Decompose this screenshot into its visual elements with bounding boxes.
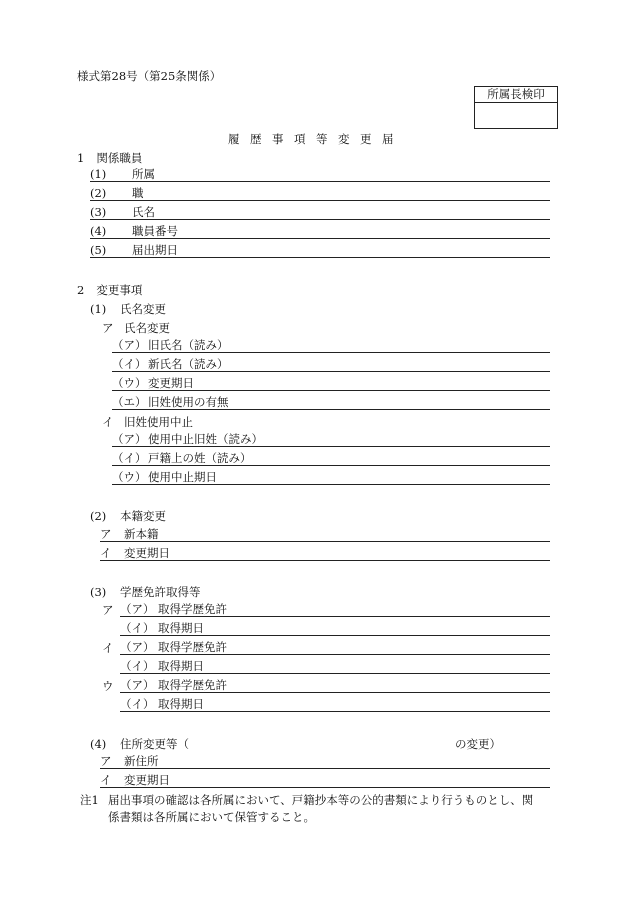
field-line xyxy=(112,470,550,485)
field-num: （イ） xyxy=(112,451,147,465)
field-line xyxy=(120,659,550,674)
field-line xyxy=(100,773,550,788)
subsection-label: 本籍変更 xyxy=(120,509,166,523)
subsection-label: 住所変更等（ xyxy=(120,737,189,751)
field-num: （イ） xyxy=(112,357,147,371)
subsection-label: 氏名変更 xyxy=(120,302,166,316)
field-label: 新氏名（読み） xyxy=(148,357,229,371)
section1-heading-label: 関係職員 xyxy=(96,151,143,165)
field-label: 新本籍 xyxy=(124,527,159,541)
group-num: イ xyxy=(102,641,114,655)
field-num: (2) xyxy=(90,186,107,200)
note-line2: 係書類は各所属において保管すること。 xyxy=(108,810,315,824)
subsection-label: 学歴免許取得等 xyxy=(120,585,201,599)
field-line xyxy=(112,338,550,353)
item-num: ア xyxy=(102,321,114,335)
field-num: （イ） xyxy=(120,659,155,673)
field-line xyxy=(100,527,550,542)
field-num: （ア） xyxy=(120,640,155,654)
field-line xyxy=(112,395,550,410)
group-num: ウ xyxy=(102,679,114,693)
field-label: 氏名 xyxy=(132,205,155,219)
field-label: 取得期日 xyxy=(158,621,204,635)
field-label: 戸籍上の姓（読み） xyxy=(148,451,252,465)
field-line xyxy=(112,432,550,447)
form-label: 様式第28号（第25条関係） xyxy=(77,69,222,83)
field-label: 変更期日 xyxy=(148,376,194,390)
field-num: ア xyxy=(100,527,112,541)
field-line xyxy=(90,243,550,258)
field-num: （ウ） xyxy=(112,470,147,484)
field-line xyxy=(120,678,550,693)
field-line xyxy=(112,451,550,466)
field-line xyxy=(120,602,550,617)
field-num: （ア） xyxy=(112,338,147,352)
field-label: 変更期日 xyxy=(124,546,170,560)
field-num: (5) xyxy=(90,243,107,257)
field-line xyxy=(112,376,550,391)
field-num: （ウ） xyxy=(112,376,147,390)
field-line xyxy=(112,357,550,372)
field-line xyxy=(90,205,550,220)
note xyxy=(80,793,533,807)
note-num: 注1 xyxy=(80,793,99,807)
item-num: イ xyxy=(102,415,114,429)
field-num: (3) xyxy=(90,205,107,219)
page-title: 履歴事項等変更届 xyxy=(228,132,404,146)
field-line xyxy=(90,167,550,182)
field-line xyxy=(90,224,550,239)
field-label: 取得学歴免許 xyxy=(158,602,227,616)
item-heading xyxy=(102,321,170,335)
field-label: 変更期日 xyxy=(124,773,170,787)
field-num: （ア） xyxy=(112,432,147,446)
section2-heading-label: 変更事項 xyxy=(96,283,143,297)
field-label: 使用中止期日 xyxy=(148,470,217,484)
field-num: （ア） xyxy=(120,602,155,616)
field-num: イ xyxy=(100,546,112,560)
field-label: 所属 xyxy=(132,167,155,181)
field-num: (1) xyxy=(90,167,107,181)
field-line xyxy=(90,186,550,201)
field-label: 使用中止旧姓（読み） xyxy=(148,432,263,446)
field-line xyxy=(120,621,550,636)
field-label: 取得学歴免許 xyxy=(158,640,227,654)
field-num: （イ） xyxy=(120,697,155,711)
subsection-heading xyxy=(90,509,166,523)
subsection-heading xyxy=(90,302,166,316)
section1-heading-num: 1 xyxy=(77,151,85,165)
field-label: 取得期日 xyxy=(158,697,204,711)
field-num: イ xyxy=(100,773,112,787)
field-num: (4) xyxy=(90,224,107,238)
subsection-heading xyxy=(90,737,189,751)
section1-heading xyxy=(77,151,142,165)
section2-heading-num: 2 xyxy=(77,283,85,297)
subsection-num: (2) xyxy=(90,509,107,523)
subsection-num: (1) xyxy=(90,302,107,316)
field-label: 取得期日 xyxy=(158,659,204,673)
subsection-num: (4) xyxy=(90,737,107,751)
subsection-suffix: の変更） xyxy=(455,737,501,751)
note-line1: 届出事項の確認は各所属において、戸籍抄本等の公的書類により行うものとし、関 xyxy=(108,793,534,807)
item-label: 氏名変更 xyxy=(124,321,170,335)
group-num: ア xyxy=(102,603,114,617)
subsection-num: (3) xyxy=(90,585,107,599)
stamp-box xyxy=(474,86,558,129)
subsection-heading xyxy=(90,585,201,599)
field-line xyxy=(100,546,550,561)
field-line xyxy=(100,754,550,769)
field-label: 職 xyxy=(132,186,144,200)
field-label: 新住所 xyxy=(124,754,159,768)
field-line xyxy=(120,640,550,655)
field-num: （イ） xyxy=(120,621,155,635)
field-label: 旧氏名（読み） xyxy=(148,338,229,352)
section2-heading xyxy=(77,283,142,297)
field-num: ア xyxy=(100,754,112,768)
item-label: 旧姓使用中止 xyxy=(124,415,193,429)
field-label: 職員番号 xyxy=(132,224,178,238)
field-label: 取得学歴免許 xyxy=(158,678,227,692)
stamp-label: 所属長検印 xyxy=(475,87,557,103)
field-num: （エ） xyxy=(112,395,147,409)
item-heading xyxy=(102,415,193,429)
field-label: 届出期日 xyxy=(132,243,178,257)
field-label: 旧姓使用の有無 xyxy=(148,395,229,409)
field-line xyxy=(120,697,550,712)
field-num: （ア） xyxy=(120,678,155,692)
